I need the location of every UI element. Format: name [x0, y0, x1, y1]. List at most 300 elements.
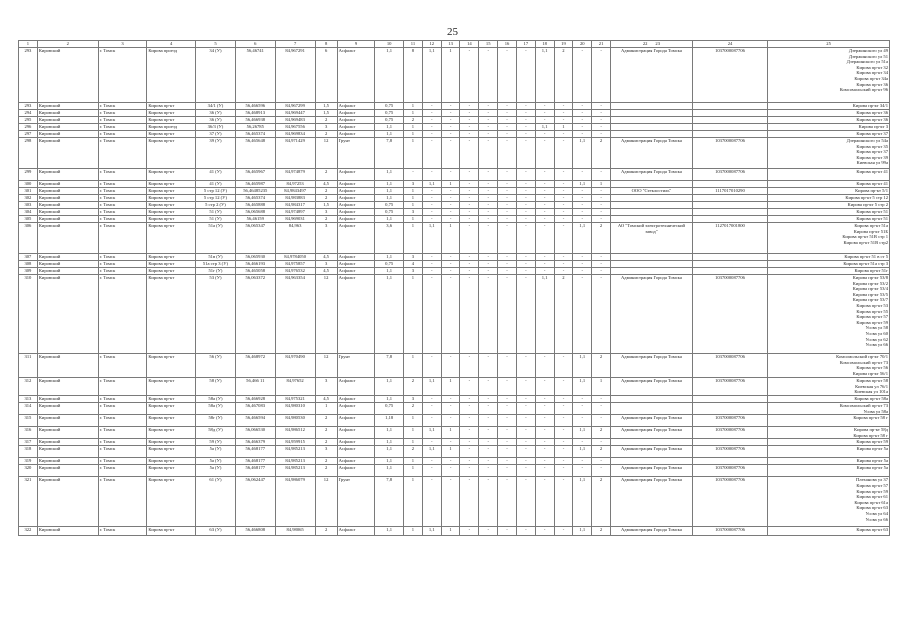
table-cell: - [498, 465, 517, 477]
table-cell: 2 [315, 465, 337, 477]
table-cell: - [460, 103, 479, 110]
address-line: Усова ул 62 [865, 336, 888, 342]
table-cell: - [554, 131, 573, 138]
table-cell: 56,46159 [235, 216, 275, 223]
table-cell: Кировский [37, 117, 98, 124]
table-cell: - [592, 458, 611, 465]
table-cell: - [573, 131, 592, 138]
table-cell: - [592, 188, 611, 195]
table-cell: - [535, 527, 554, 536]
table-cell: 84,9843497 [275, 188, 315, 195]
table-cell: 12 [315, 275, 337, 354]
table-cell: - [422, 439, 441, 446]
table-cell: - [554, 465, 573, 477]
table-cell: г. Томск [98, 403, 147, 415]
table-cell: - [592, 202, 611, 209]
table-cell: - [498, 110, 517, 117]
table-cell: Кировский [37, 396, 98, 403]
table-cell [610, 439, 692, 446]
table-cell: 1 [315, 403, 337, 415]
address-line: Комсомольский пр-кт 73 [839, 403, 888, 408]
table-cell: 84,967299 [275, 103, 315, 110]
table-cell: - [460, 261, 479, 268]
table-cell: 41 (У) [196, 169, 236, 181]
table-cell: - [498, 427, 517, 439]
address-line: Кирова пр-кт 63 [856, 527, 888, 533]
table-cell: 56,465987 [235, 181, 275, 188]
table-cell: - [479, 110, 498, 117]
table-cell: 56,46741 [235, 48, 275, 103]
table-cell: 84,969447 [275, 110, 315, 117]
address-line: Кирова пр-кт 36 [856, 81, 888, 87]
table-cell: - [441, 415, 460, 427]
table-cell: - [516, 48, 535, 103]
table-cell: - [535, 254, 554, 261]
table-cell: - [498, 169, 517, 181]
table-cell: Асфальт [337, 427, 375, 439]
table-cell: - [592, 403, 611, 415]
table-cell: 1 [404, 427, 423, 439]
table-cell: Асфальт [337, 117, 375, 124]
table-cell: - [592, 415, 611, 427]
table-cell [768, 465, 890, 477]
table-cell: - [498, 354, 517, 378]
table-cell: Кировский [37, 103, 98, 110]
address-line: Кирова пр-кт 51г [854, 268, 888, 273]
address-line: Кирова пр-кт 59 [856, 488, 888, 494]
table-cell: - [460, 124, 479, 131]
registry-table [18, 40, 890, 536]
table-cell: - [441, 254, 460, 261]
table-cell [610, 209, 692, 216]
table-cell: - [516, 261, 535, 268]
table-cell: 56 (У) [196, 354, 236, 378]
address-line: Кирова пр-кт 59 [856, 319, 888, 325]
table-cell: 3 [315, 446, 337, 458]
table-cell: 1 [404, 202, 423, 209]
table-cell: - [535, 202, 554, 209]
table-cell: 58г (У) [196, 415, 236, 427]
header-cell: 3 [98, 41, 147, 48]
table-cell: 51г (У) [196, 268, 236, 275]
table-cell: 1 [404, 439, 423, 446]
table-cell: - [498, 458, 517, 465]
table-cell: 1037000087706 [692, 48, 767, 103]
table-cell: Кирова пр-кт [147, 103, 196, 110]
table-cell: 84,963354 [275, 275, 315, 354]
table-cell: 51а стр 3 (У) [196, 261, 236, 268]
table-cell: Асфальт [337, 446, 375, 458]
table-cell: г. Томск [98, 188, 147, 195]
table-cell: г. Томск [98, 275, 147, 354]
table-cell [768, 110, 890, 117]
address-line: Кирова пр-кт 51Б [853, 228, 888, 234]
table-cell: г. Томск [98, 378, 147, 396]
table-cell [768, 138, 890, 169]
table-cell: 36/3 (У) [196, 124, 236, 131]
table-cell: Кирова пр-кт [147, 223, 196, 254]
table-cell: 1,1 [375, 465, 404, 477]
table-cell: Администрация Города Томска [610, 415, 692, 427]
table-cell: 84,975857 [275, 261, 315, 268]
table-cell: - [592, 261, 611, 268]
table-cell: Администрация Города Томска [610, 48, 692, 103]
table-cell: 1,1 [422, 527, 441, 536]
address-line: Кирова пр-кт 51 [856, 209, 888, 214]
table-cell: 1,5 [315, 202, 337, 209]
table-cell: - [441, 216, 460, 223]
table-cell: - [573, 261, 592, 268]
address-line: Кирова пр-кт 53 [856, 302, 888, 308]
table-row [19, 427, 890, 439]
table-row [19, 268, 890, 275]
table-cell: 299 [19, 169, 38, 181]
table-row [19, 396, 890, 403]
table-cell: г. Томск [98, 446, 147, 458]
table-cell: - [573, 195, 592, 202]
table-cell: 41 (У) [196, 181, 236, 188]
table-cell: 1037000087706 [692, 465, 767, 477]
address-line: Киевская ул 76/1 [855, 383, 888, 389]
address-line: Кирова пр-кт 3 [858, 124, 888, 129]
table-cell: 316 [19, 427, 38, 439]
table-cell: г. Томск [98, 181, 147, 188]
table-cell: 84,985213 [275, 446, 315, 458]
table-row [19, 261, 890, 268]
table-cell: - [535, 131, 554, 138]
table-cell: - [554, 181, 573, 188]
table-cell: - [441, 138, 460, 169]
table-row [19, 477, 890, 527]
table-cell: 295 [19, 117, 38, 124]
table-cell: - [441, 396, 460, 403]
table-cell: - [592, 169, 611, 181]
table-row [19, 446, 890, 458]
table-cell: 1,1 [375, 124, 404, 131]
table-cell: - [479, 275, 498, 354]
address-line: Кирова пр-кт 32 [856, 64, 888, 70]
address-line: Кирова пр-кт 41 [856, 169, 888, 174]
table-cell: г. Томск [98, 138, 147, 169]
table-row [19, 131, 890, 138]
table-cell: 1037000087706 [692, 477, 767, 527]
table-cell: г. Томск [98, 124, 147, 131]
header-cell: 19 [554, 41, 573, 48]
table-cell [610, 124, 692, 131]
table-cell: Кирова пр-кт [147, 169, 196, 181]
table-cell: 1,1 [375, 378, 404, 396]
table-cell: - [441, 477, 460, 527]
table-cell: Асфальт [337, 254, 375, 261]
table-cell: - [592, 439, 611, 446]
table-cell: - [516, 110, 535, 117]
table-cell: 2 [592, 427, 611, 439]
table-cell: - [441, 103, 460, 110]
table-cell: 84,967291 [275, 48, 315, 103]
table-cell: 0,75 [375, 403, 404, 415]
table-cell: - [516, 103, 535, 110]
table-cell: 1 [404, 223, 423, 254]
table-cell: Асфальт [337, 188, 375, 195]
table-cell: - [422, 354, 441, 378]
table-cell: 2 [315, 458, 337, 465]
table-cell: - [516, 458, 535, 465]
table-cell: 1,1 [375, 427, 404, 439]
table-cell: 56,465888 [235, 202, 275, 209]
table-cell: Кировский [37, 223, 98, 254]
address-line: Кирова пр-кт 37 [856, 149, 888, 155]
table-cell: 2 [592, 138, 611, 169]
header-cell: 18 [535, 41, 554, 48]
table-cell: 12 [315, 477, 337, 527]
table-cell: - [592, 103, 611, 110]
table-cell: - [460, 169, 479, 181]
table-cell: - [441, 110, 460, 117]
table-cell: - [535, 268, 554, 275]
table-cell [768, 124, 890, 131]
table-cell: - [554, 427, 573, 439]
table-cell [692, 254, 767, 261]
table-cell: Администрация Города Томска [610, 465, 692, 477]
table-cell: 56,465374 [235, 195, 275, 202]
table-cell: 312 [19, 378, 38, 396]
table-cell: 3 [315, 378, 337, 396]
table-cell: 58д (У) [196, 427, 236, 439]
table-cell: 305 [19, 216, 38, 223]
table-cell: 84,975321 [275, 396, 315, 403]
table-cell: 318 [19, 446, 38, 458]
table-cell: Кировский [37, 209, 98, 216]
table-cell: Грунт [337, 138, 375, 169]
table-cell: 3 [404, 268, 423, 275]
table-cell: - [554, 396, 573, 403]
table-cell: - [554, 138, 573, 169]
table-cell: - [573, 268, 592, 275]
header-cell: 20 [573, 41, 592, 48]
table-cell: - [441, 261, 460, 268]
table-row [19, 181, 890, 188]
table-cell: - [422, 124, 441, 131]
table-cell: 63 (У) [196, 527, 236, 536]
table-cell: Кировский [37, 415, 98, 427]
table-cell: - [535, 223, 554, 254]
table-cell: 56,467083 [235, 403, 275, 415]
table-cell: Кирова пр-кт [147, 261, 196, 268]
table-cell: 1037000087706 [692, 169, 767, 181]
table-cell: 303 [19, 202, 38, 209]
table-cell: 56,065688 [235, 209, 275, 216]
table-cell: - [479, 124, 498, 131]
table-cell: г. Томск [98, 110, 147, 117]
table-cell: 7,8 [375, 477, 404, 527]
table-cell: 1037000087706 [692, 415, 767, 427]
table-cell: - [554, 268, 573, 275]
table-cell: - [535, 403, 554, 415]
table-cell: - [441, 117, 460, 124]
table-cell: Асфальт [337, 169, 375, 181]
table-cell: Асфальт [337, 202, 375, 209]
table-cell: - [422, 403, 441, 415]
table-cell: - [422, 103, 441, 110]
address-line: Кирова пр-кт 5/1 [855, 188, 888, 193]
table-cell: - [516, 439, 535, 446]
table-cell: - [498, 446, 517, 458]
table-cell: 2 [404, 446, 423, 458]
table-cell: 84,97652 [275, 378, 315, 396]
address-line: Кирова пр-кт 41 [856, 181, 888, 186]
table-cell: 1 [592, 181, 611, 188]
table-cell: 1 [441, 527, 460, 536]
address-line: Кирова пр-кт 51а стр 3 [843, 261, 888, 266]
table-cell: - [592, 275, 611, 354]
table-cell: - [535, 195, 554, 202]
table-cell: - [535, 477, 554, 527]
header-cell: 9 [337, 41, 375, 48]
table-cell: 1 [554, 124, 573, 131]
table-cell: г. Томск [98, 427, 147, 439]
table-cell: Асфальт [337, 275, 375, 354]
address-line: Кирова пр-кт 34а [854, 75, 888, 81]
table-cell: - [479, 446, 498, 458]
table-cell: 3 [315, 209, 337, 216]
table-cell: Кировский [37, 446, 98, 458]
table-cell [692, 439, 767, 446]
table-cell: 1 [441, 48, 460, 103]
table-cell [610, 216, 692, 223]
table-cell: 3,6 [375, 223, 404, 254]
table-cell: - [441, 202, 460, 209]
table-cell: 84,969031 [275, 216, 315, 223]
table-cell: - [516, 169, 535, 181]
table-cell: - [535, 103, 554, 110]
table-cell: Асфальт [337, 439, 375, 446]
table-cell: 2 [554, 48, 573, 103]
table-row [19, 415, 890, 427]
table-cell: 300 [19, 181, 38, 188]
table-cell [692, 458, 767, 465]
table-row [19, 403, 890, 415]
table-cell: - [479, 458, 498, 465]
table-cell: 1037000087706 [692, 275, 767, 354]
table-cell: - [592, 195, 611, 202]
address-line: Киевская ул 101а [854, 389, 888, 395]
table-cell: 1 [441, 378, 460, 396]
table-cell: 1037000087706 [692, 527, 767, 536]
table-cell: - [441, 209, 460, 216]
header-row [19, 41, 890, 48]
table-cell: 1,1 [375, 458, 404, 465]
table-cell [768, 527, 890, 536]
table-cell: Кировский [37, 527, 98, 536]
table-cell: Кировский [37, 427, 98, 439]
address-line: Дзержинского ул 49 [848, 48, 888, 53]
table-cell: - [479, 378, 498, 396]
table-cell: г. Томск [98, 169, 147, 181]
table-cell: Грунт [337, 354, 375, 378]
table-cell [768, 223, 890, 254]
table-cell: - [422, 131, 441, 138]
table-cell: 56,468177 [235, 465, 275, 477]
table-cell: - [573, 103, 592, 110]
table-row [19, 458, 890, 465]
address-line: Кирова пр-кт 53/4 [852, 286, 888, 292]
address-line: Кирова пр-кт 58 [856, 378, 888, 383]
table-cell: - [479, 216, 498, 223]
table-cell: Кирова пр-кт [147, 181, 196, 188]
table-cell [768, 103, 890, 110]
table-row [19, 124, 890, 131]
table-cell: 56,063372 [235, 275, 275, 354]
table-cell: Кировский [37, 110, 98, 117]
table-cell: Асфальт [337, 223, 375, 254]
table-cell: - [498, 378, 517, 396]
table-cell: - [498, 138, 517, 169]
table-cell: 84,969834 [275, 131, 315, 138]
table-cell: - [460, 427, 479, 439]
table-cell [768, 48, 890, 103]
table-cell: 1 [441, 427, 460, 439]
table-cell: г. Томск [98, 202, 147, 209]
table-cell: - [573, 254, 592, 261]
address-line: Кирова пр-кт 53/2 [852, 280, 888, 286]
table-cell: - [573, 209, 592, 216]
header-cell: 6 [235, 41, 275, 48]
table-cell: - [479, 138, 498, 169]
table-cell: - [573, 465, 592, 477]
table-cell: Администрация Города Томска [610, 446, 692, 458]
table-cell: 307 [19, 254, 38, 261]
table-cell: - [422, 254, 441, 261]
table-cell: - [479, 117, 498, 124]
table-cell: 1 [441, 223, 460, 254]
table-cell: 311 [19, 354, 38, 378]
table-cell: - [479, 202, 498, 209]
table-cell: Кирова пр-кт [147, 195, 196, 202]
table-cell: 2 [315, 439, 337, 446]
table-cell: - [498, 48, 517, 103]
table-cell: 84,985213 [275, 465, 315, 477]
address-line: Кирова пр-кт 5а [856, 446, 888, 452]
table-cell: 1037000087706 [692, 378, 767, 396]
table-cell: 1 [404, 458, 423, 465]
address-line: Кирова пр-кт 36 [856, 117, 888, 122]
table-cell: Кировский [37, 131, 98, 138]
table-cell: Кировский [37, 458, 98, 465]
table-cell: Кирова пр-кт [147, 188, 196, 195]
table-cell: - [460, 216, 479, 223]
table-cell [768, 275, 890, 354]
table-cell: 7,8 [375, 138, 404, 169]
table-row [19, 254, 890, 261]
table-cell: - [479, 254, 498, 261]
table-cell [768, 195, 890, 202]
table-cell: Асфальт [337, 124, 375, 131]
table-cell [768, 261, 890, 268]
table-cell: 84,980530 [275, 415, 315, 427]
table-cell: - [592, 465, 611, 477]
table-cell: - [554, 202, 573, 209]
table-cell: - [573, 439, 592, 446]
table-cell: Кирова пр-кт [147, 117, 196, 124]
table-cell: - [498, 261, 517, 268]
table-cell: 2 [315, 427, 337, 439]
table-cell: г. Томск [98, 477, 147, 527]
address-line: Усова ул 60 [865, 330, 888, 336]
table-cell: Кирова пр-кт [147, 465, 196, 477]
page-number: 25 [447, 26, 458, 38]
table-cell: - [498, 275, 517, 354]
table-cell: - [479, 527, 498, 536]
